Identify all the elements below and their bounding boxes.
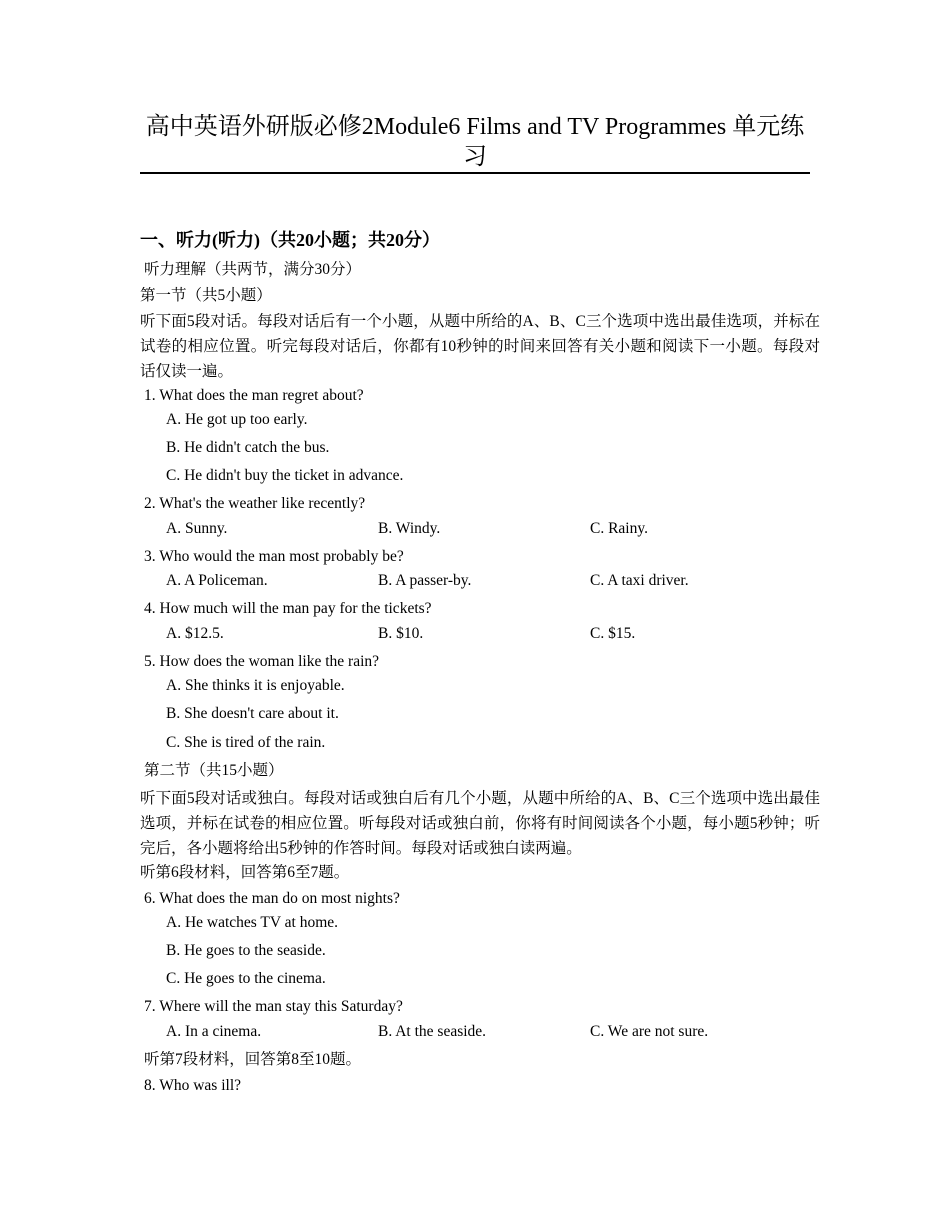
listening-intro: 听力理解（共两节，满分30分）	[144, 261, 362, 278]
question-6-option-b[interactable]: B. He goes to the seaside.	[166, 942, 326, 959]
title-underline	[140, 172, 810, 174]
question-6-stem: 6. What does the man do on most nights?	[144, 890, 400, 907]
part2-heading: 第二节（共15小题）	[144, 762, 284, 779]
question-5-option-a[interactable]: A. She thinks it is enjoyable.	[166, 677, 345, 694]
question-5-stem: 5. How does the woman like the rain?	[144, 653, 380, 670]
question-4-option-a[interactable]: A. $12.5.	[166, 625, 224, 642]
question-4-stem: 4. How much will the man pay for the tickets?	[144, 600, 432, 617]
question-2-stem: 2. What's the weather like recently?	[144, 495, 366, 512]
question-5-option-c[interactable]: C. She is tired of the rain.	[166, 734, 326, 751]
question-2-option-c[interactable]: C. Rainy.	[590, 520, 648, 537]
question-4-option-c[interactable]: C. $15.	[590, 625, 636, 642]
document-title: 高中英语外研版必修2Module6 Films and TV Programmes 单元练习	[145, 114, 805, 170]
question-6-option-a[interactable]: A. He watches TV at home.	[166, 914, 339, 931]
material-6-note: 听第6段材料，回答第6至7题。	[140, 864, 350, 881]
question-3-option-b[interactable]: B. A passer-by.	[378, 572, 472, 589]
question-1-option-c[interactable]: C. He didn't buy the ticket in advance.	[166, 467, 404, 484]
question-5-option-b[interactable]: B. She doesn't care about it.	[166, 705, 339, 722]
question-3-option-a[interactable]: A. A Policeman.	[166, 572, 268, 589]
question-4-option-b[interactable]: B. $10.	[378, 625, 424, 642]
question-1-stem: 1. What does the man regret about?	[144, 387, 364, 404]
question-3-option-c[interactable]: C. A taxi driver.	[590, 572, 689, 589]
question-2-option-a[interactable]: A. Sunny.	[166, 520, 228, 537]
question-7-option-b[interactable]: B. At the seaside.	[378, 1023, 487, 1040]
question-7-option-c[interactable]: C. We are not sure.	[590, 1023, 709, 1040]
question-8-stem: 8. Who was ill?	[144, 1077, 242, 1094]
question-1-option-b[interactable]: B. He didn't catch the bus.	[166, 439, 330, 456]
question-3-stem: 3. Who would the man most probably be?	[144, 548, 404, 565]
section-heading: 一、听力(听力)（共20小题；共20分）	[140, 230, 440, 250]
part2-instructions: 听下面5段对话或独白。每段对话或独白后有几个小题，从题中所给的A、B、C三个选项中选出最佳选项，并标在试卷的相应位置。听每段对话或独白前，你将有时间阅读各个小题，每小题5秒钟；听完后，各小题将给出5秒钟的作答时间。每段对话或独白读两遍。	[140, 790, 820, 857]
question-6-option-c[interactable]: C. He goes to the cinema.	[166, 970, 326, 987]
question-1-option-a[interactable]: A. He got up too early.	[166, 411, 308, 428]
question-2-option-b[interactable]: B. Windy.	[378, 520, 441, 537]
question-7-option-a[interactable]: A. In a cinema.	[166, 1023, 262, 1040]
question-7-stem: 7. Where will the man stay this Saturday?	[144, 998, 403, 1015]
part1-instructions: 听下面5段对话。每段对话后有一个小题，从题中所给的A、B、C三个选项中选出最佳选项，并标在试卷的相应位置。听完每段对话后，你都有10秒钟的时间来回答有关小题和阅读下一小题。每段对话仅读一遍。	[140, 313, 820, 380]
material-7-note: 听第7段材料，回答第8至10题。	[144, 1051, 362, 1068]
part1-heading: 第一节（共5小题）	[140, 287, 272, 304]
